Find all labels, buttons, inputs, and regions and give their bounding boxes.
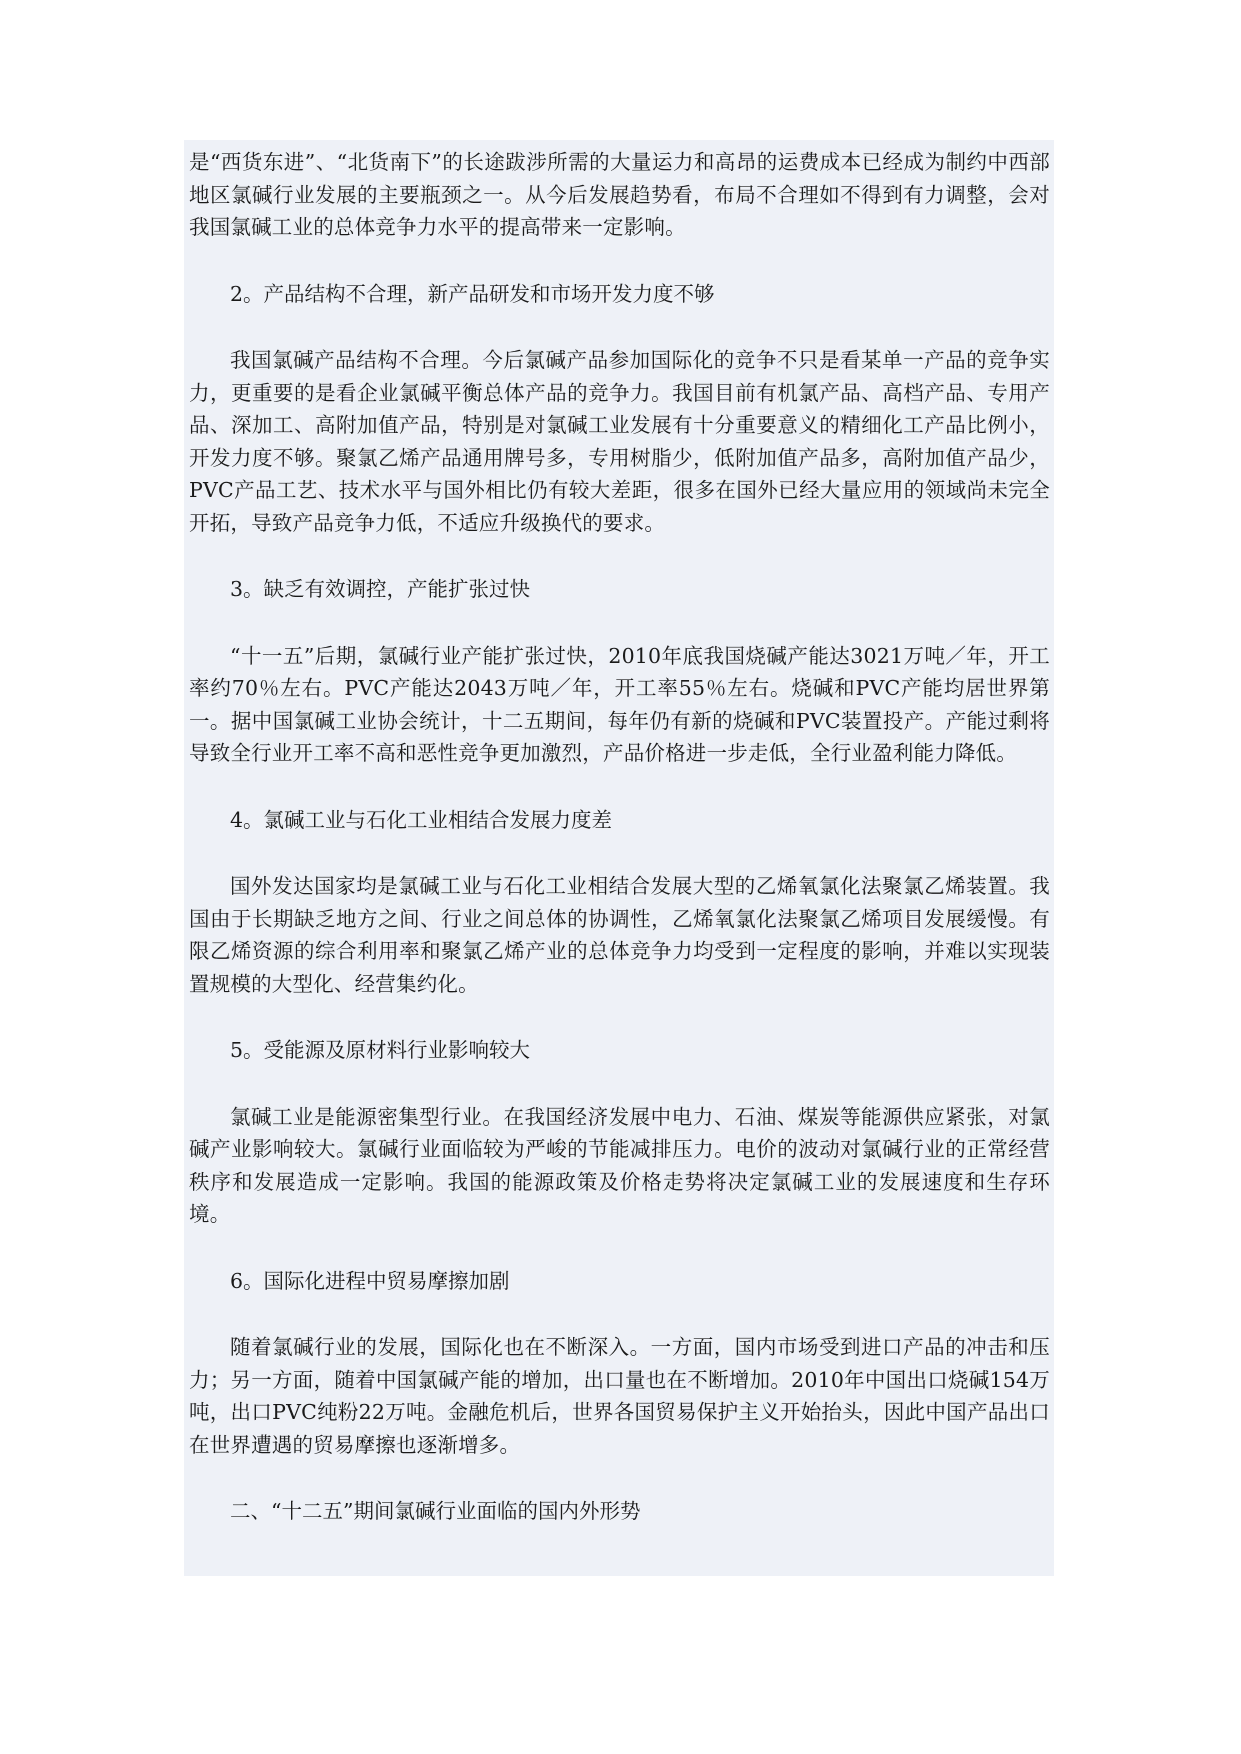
spacer bbox=[189, 836, 1050, 870]
heading-energy-impact: 5。受能源及原材料行业影响较大 bbox=[230, 1038, 531, 1062]
spacer bbox=[189, 244, 1050, 278]
heading-capacity-expansion: 3。缺乏有效调控，产能扩张过快 bbox=[230, 577, 531, 601]
spacer bbox=[189, 1231, 1050, 1265]
paragraph-product-structure: 我国氯碱产品结构不合理。今后氯碱产品参加国际化的竞争不只是看某单一产品的竞争实力，更重要的是看企业氯碱平衡总体产品的竞争力。我国目前有机氯产品、高档产品、专用产品、深加工、高附加值产品，特别是对氯碱工业发展有十分重要意义的精细化工产品比例小，开发力度不够。聚氯乙烯产品通用牌号多，专用树脂少，低附加值产品多，高附加值产品少，PVC产品工艺、技术水平与国外相比仍有较大差距，很多在国外已经大量应用的领域尚未完全开拓，导致产品竞争力低，不适应升级换代的要求。 bbox=[189, 348, 1050, 535]
paragraph-capacity-expansion: “十一五”后期，氯碱行业产能扩张过快，2010年底我国烧碱产能达3021万吨／年，开工率约70％左右。PVC产能达2043万吨／年，开工率55％左右。烧碱和PVC产能均居世界第一。据中国氯碱工业协会统计，十二五期间，每年仍有新的烧碱和PVC装置投产。产能过剩将导致全行业开工率不高和恶性竞争更加激烈，产品价格进一步走低，全行业盈利能力降低。 bbox=[189, 643, 1050, 765]
spacer bbox=[189, 310, 1050, 344]
heading-petrochemical-integration: 4。氯碱工业与石化工业相结合发展力度差 bbox=[230, 807, 613, 832]
paragraph-petrochemical-integration: 国外发达国家均是氯碱工业与石化工业相结合发展大型的乙烯氧氯化法聚氯乙烯装置。我国由于长期缺乏地方之间、行业之间总体的协调性，乙烯氧氯化法聚氯乙烯项目发展缓慢。有限乙烯资源的综合利用率和聚氯乙烯产业的总体竞争力均受到一定程度的影响，并难以实现装置规模的大型化、经营集约化。 bbox=[189, 874, 1050, 996]
spacer bbox=[189, 539, 1050, 573]
heading-product-structure: 2。产品结构不合理，新产品研发和市场开发力度不够 bbox=[230, 281, 715, 306]
paragraph-energy-impact: 氯碱工业是能源密集型行业。在我国经济发展中电力、石油、煤炭等能源供应紧张，对氯碱产业影响较大。氯碱行业面临较为严峻的节能减排压力。电价的波动对氯碱行业的正常经营秩序和发展造成一定影响。我国的能源政策及价格走势将决定氯碱工业的发展速度和生存环境。 bbox=[189, 1104, 1050, 1226]
heading-section-two: 二、“十二五”期间氯碱行业面临的国内外形势 bbox=[230, 1499, 641, 1523]
spacer bbox=[189, 606, 1050, 640]
document-text-panel bbox=[184, 140, 1054, 1576]
spacer bbox=[189, 1461, 1050, 1495]
paragraph-layout-issue: 是“西货东进”、“北货南下”的长途跋涉所需的大量运力和高昂的运费成本已经成为制约中西部地区氯碱行业发展的主要瓶颈之一。从今后发展趋势看，布局不合理如不得到有力调整，会对我国氯碱工业的总体竞争力水平的提高带来一定影响。 bbox=[189, 150, 1050, 239]
spacer bbox=[189, 1000, 1050, 1034]
spacer bbox=[189, 770, 1050, 804]
paragraph-trade-friction: 随着氯碱行业的发展，国际化也在不断深入。一方面，国内市场受到进口产品的冲击和压力；另一方面，随着中国氯碱产能的增加，出口量也在不断增加。2010年中国出口烧碱154万吨，出口PVC纯粉22万吨。金融危机后，世界各国贸易保护主义开始抬头，因此中国产品出口在世界遭遇的贸易摩擦也逐渐增多。 bbox=[189, 1335, 1050, 1457]
spacer bbox=[189, 1297, 1050, 1331]
heading-trade-friction: 6。国际化进程中贸易摩擦加剧 bbox=[230, 1268, 510, 1293]
spacer bbox=[189, 1067, 1050, 1101]
